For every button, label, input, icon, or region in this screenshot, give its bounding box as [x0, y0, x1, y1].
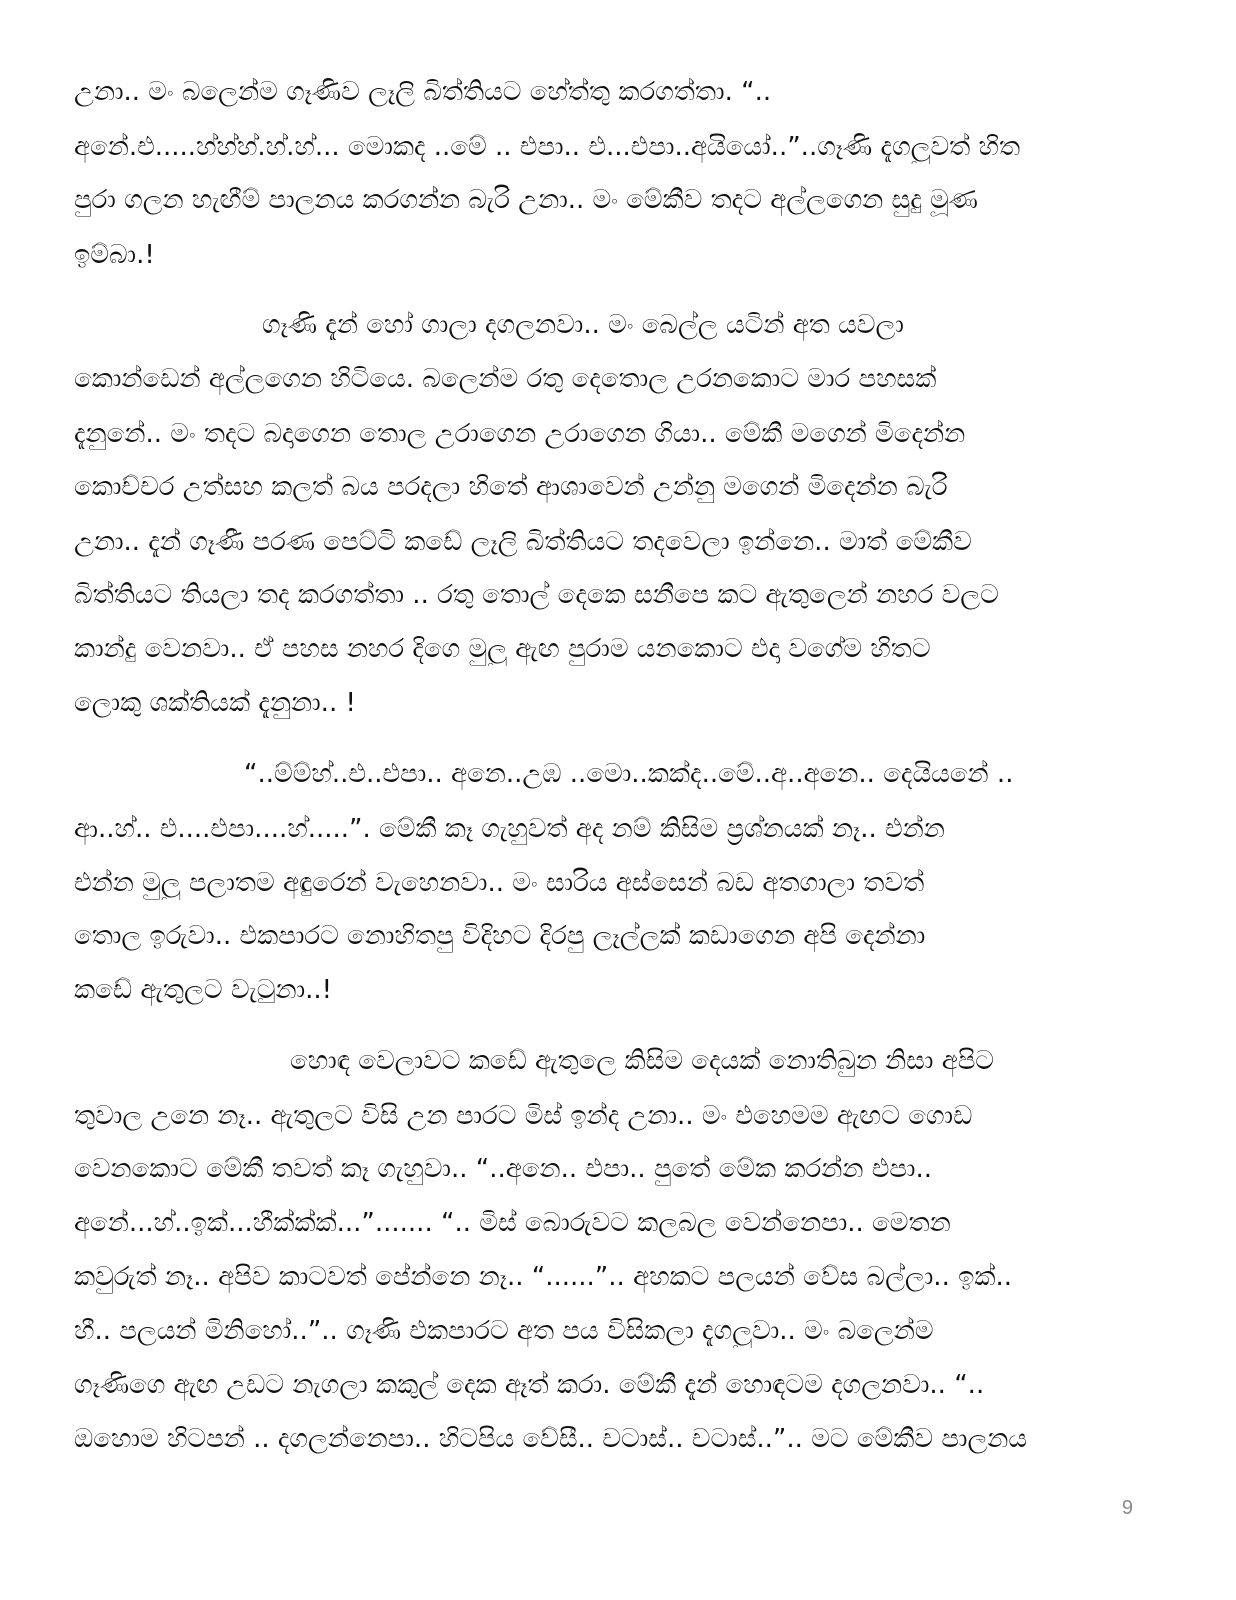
page-number: 9	[1121, 1497, 1133, 1519]
text-line: තොල ඉරුවා.. එකපාරට නොහිතපු විදිහට දිරපු ලෑල්ලක් කඩාගෙන අපි දෙන්නා	[74, 921, 926, 951]
text-line: කාන්දු වෙනවා.. ඒ පහස නහර දිගෙ මුලු ඇඟ පුරාම යනකොට එදා වගේම හිතට	[74, 634, 931, 664]
text-line: කොච්චර උත්සහ කලත් බය පරදලා හිතේ ආශාවෙන් උන්නු මගෙන් මිදෙන්න බැරි	[74, 472, 948, 502]
text-line: ඔහොම හිටපන් .. දගලන්නෙපා.. හිටපිය වේසී.. චටාස්.. චටාස්..”.. මට මේකීව පාලනය	[74, 1424, 1028, 1454]
text-line: කඩේ ඇතුලට වැටුනා..!	[74, 975, 333, 1005]
text-line: ඉම්බා.!	[74, 240, 155, 270]
text-line: ගෑණිගෙ ඇඟ උඩට නැගලා කකුල් දෙක ඈත් කරා. මේකී දැන් හොඳටම දගලනවා.. “..	[74, 1370, 985, 1400]
text-line: ලොකු ශක්තියක් දැනුනා.. !	[74, 688, 356, 718]
text-line: උනා.. දැන් ගෑණී පරණ පෙට්ටි කඩේ ලෑලි බිත්තියට තදවෙලා ඉන්නෙ.. මාත් මේකීව	[74, 527, 972, 557]
text-line: අනේ.එ.....හ්හ්හ්.හ්.හ්... මොකද ..මේ .. එපා.. එ...එපා..අයියෝ..”..ගෑණි දැගලුවත් හිත	[74, 132, 1021, 162]
text-line: හොඳ වෙලාවට කඩේ ඇතුලෙ කිසිම දෙයක් නොතිබුන නිසා අපිට	[290, 1046, 995, 1076]
text-line: ආ..හ්.. එ....එපා....හ්.....”. මේකී කෑ ගැහුවත් අද නම් කිසිම ප්‍රශ්නයක් නෑ.. එන්න	[74, 814, 945, 844]
text-line: බිත්තියට තියලා තද කරගත්තා .. රතු තොල් දෙකෙ සනීපෙ කට ඇතුලෙන් නහර වලට	[74, 580, 999, 610]
text-line: වෙනකොට මේකී තවත් කෑ ගැහුවා.. “..අනෙ.. එපා.. පුතේ මේක කරන්න එපා..	[74, 1154, 933, 1184]
text-line: හී.. පලයන් මිනිහෝ..”.. ගෑණි එකපාරට අත පය විසිකලා දැගලුවා.. මං බලෙන්ම	[74, 1316, 934, 1346]
text-line: අනේ...හ්..ඉක්...හීක්ක්ක්...”....... “.. මිස් බොරුවට කලබල වෙන්නෙපා.. මෙතන	[74, 1208, 951, 1238]
text-line: කවුරුත් නෑ.. අපිව කාටවත් පේන්නෙ නෑ.. “......”.. අහකට පලයන් වේස බල්ලා.. ඉක්..	[74, 1262, 1013, 1292]
text-line: තුවාල උනෙ නෑ.. ඇතුලට විසි උන පාරට මිස් ඉන්ද උනා.. මං එහෙමම ඇඟට ගොඩ	[74, 1101, 973, 1131]
text-line: කොන්ඩෙන් අල්ලගෙන හිටියෙ. බලෙන්ම රතු දෙතොල උරනකොට මාර පහසක්	[74, 364, 937, 394]
text-line: දැනුනේ.. මං තදට බදාගෙන තොල උරාගෙන උරාගෙන ගියා.. මේකී මගෙන් මිදෙන්න	[74, 419, 966, 449]
text-line: එන්න මුලු පලාතම අඳුරෙන් වැහෙනවා.. මං සාරිය අස්සෙන් බඩ අතගාලා තවත්	[74, 868, 925, 898]
text-line: පුරා ගලන හැඟීම් පාලනය කරගන්න බැරි උනා.. මං මේකීව තදට අල්ලගෙන සුදු මූණ	[74, 185, 978, 215]
text-line: “..ම්ම්හ්..එ..එපා.. අනෙ..උඹ ..මො..කක්ද..මේ..අ..අනෙ.. දෙයියනේ ..	[244, 759, 1014, 789]
text-line: උනා.. මං බලෙන්ම ගෑණිව ලෑලි බිත්තියට හේත්තු කරගත්තා. “..	[74, 77, 772, 107]
text-line: ගෑණි දැන් හෝ ගාලා දගලනවා.. මං බෙල්ල යටින් අත යවලා	[262, 310, 904, 340]
